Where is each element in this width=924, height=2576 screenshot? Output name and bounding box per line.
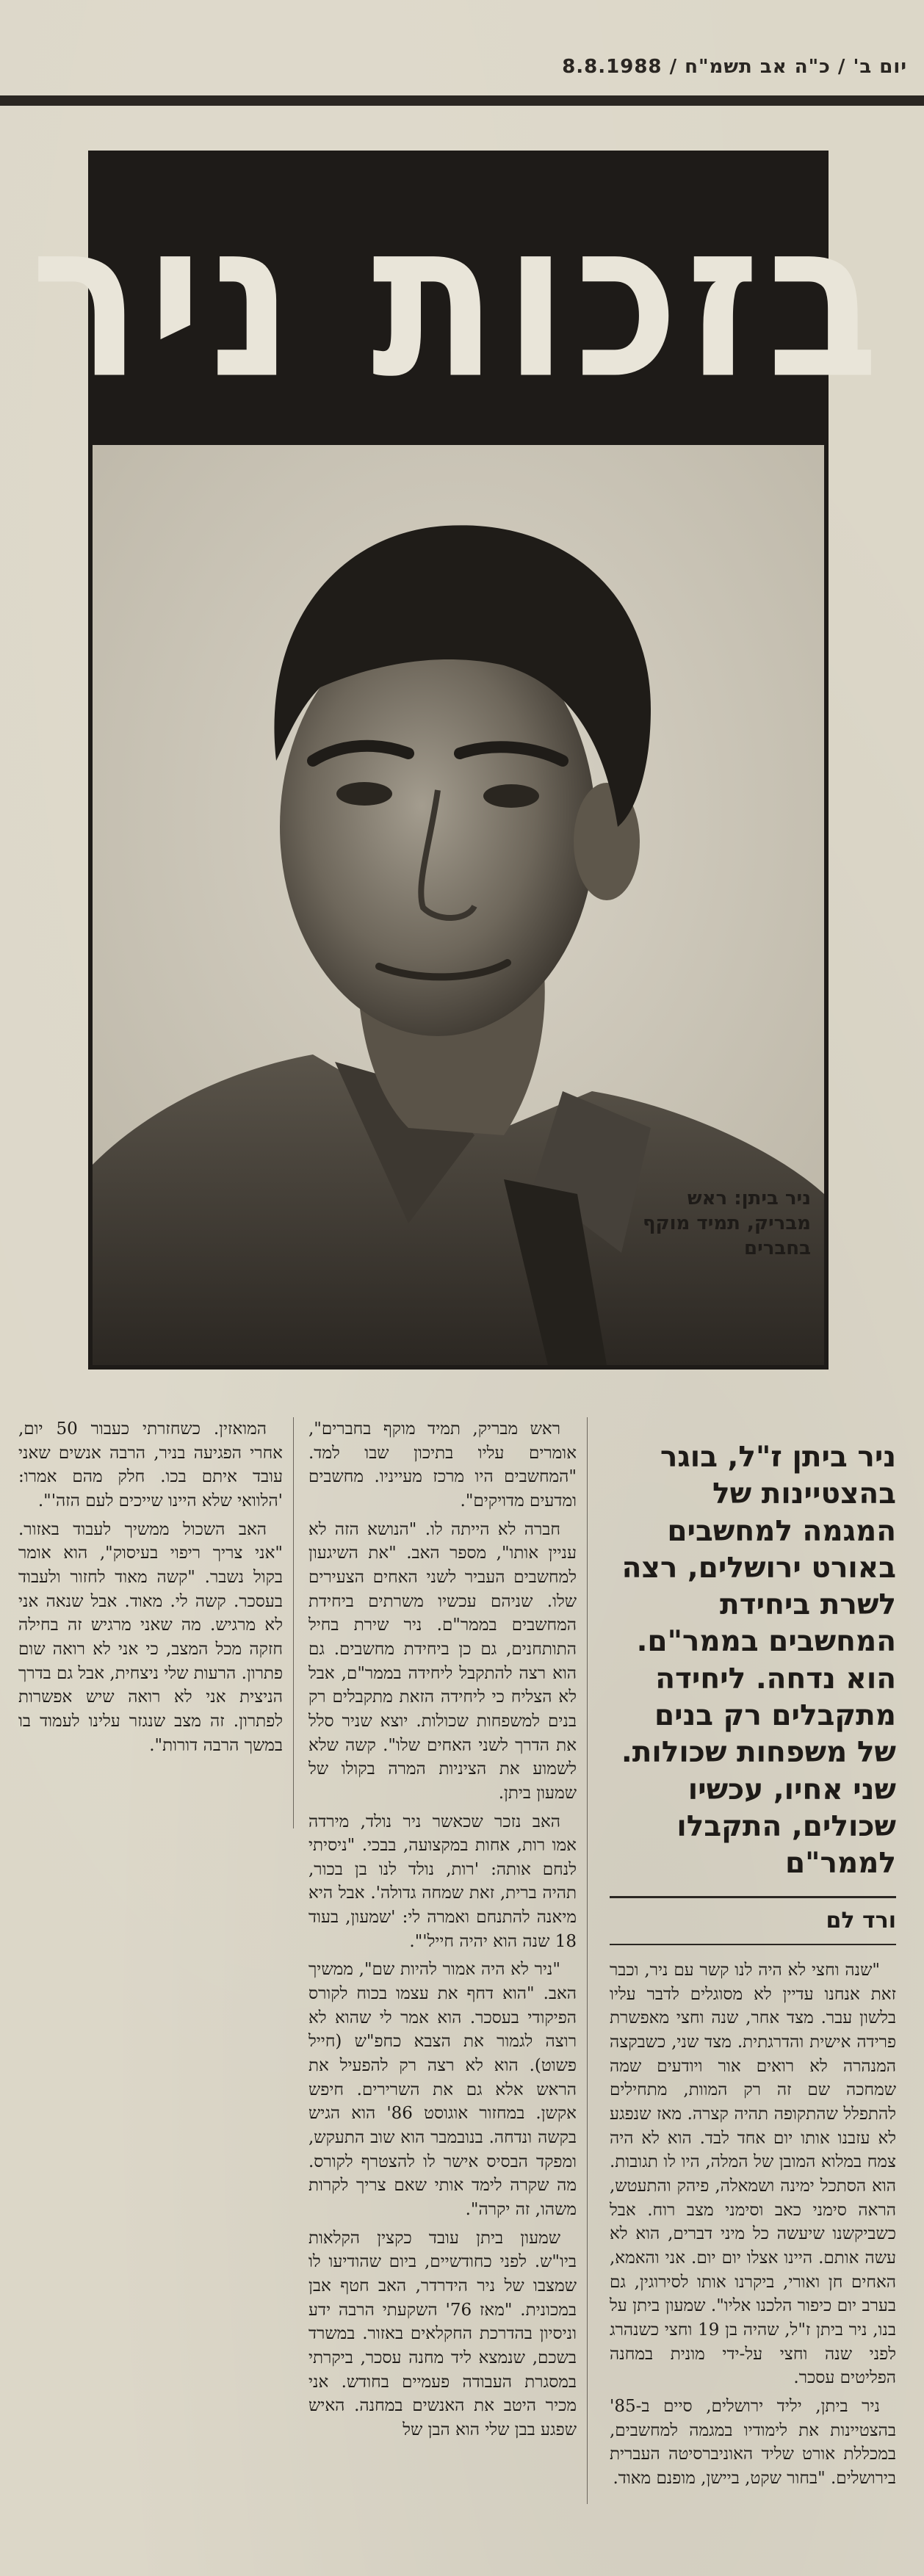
photo-frame <box>30 151 887 1370</box>
paragraph: ניר ביתן, יליד ירושלים, סיים ב-85' בהצטיינות את לימודיו במגמה למחשבים, במכללת אורט שליד האוניברסיטה העברית בירושלים. "בחור שקט, ביישן, מופנם מאוד. <box>610 2396 896 2488</box>
article-columns <box>18 1417 896 2548</box>
column-right <box>610 1417 896 2495</box>
byline: ורד לם <box>826 1907 896 1933</box>
column-middle <box>308 1417 588 2504</box>
paragraph: חברה לא הייתה לו. "הנושא הזה לא עניין אותו", מספר האב. "את השיגעון למחשבים העביר לשני האחים הצעירים שלו. שניהם עכשיו משרתים ביחידת המחשבים בממר"ם. ניר שירת בחיל התותחנים, גם כן ביחידת מחשבים. גם הוא רצה להתקבל ליחידה בממר"ם, אבל לא הצליח כי ליחידה הזאת מתקבלים רק בנים למשפחות שכולות. יוצא שניר סלל את הדרך לשני האחים שלו". קשה שלא לשמוע את הציניות המרה בקולו של שמעון ביתן. <box>308 1519 577 1803</box>
headline-band <box>30 155 887 445</box>
byline-rule <box>610 1944 896 1945</box>
paragraph: שמעון ביתן עובד כקצין הקלאות ביו"ש. לפני כחודשיים, ביום שהודיעו לו שמצבו של ניר הידרדר, האב חטף אבן במכונית. "מאז 76' השקעתי הרבה ידע וניסיון בהדרכת החקלאים באזור. במשרד בשכם, שנמצא ליד מחנה עסכר, ביקרתי במסגרת העבודה פעמיים בחודש. אני מכיר היטב את האנשים במחנה. האיש שפגע בבן שלי הוא הבן של <box>308 2228 577 2439</box>
paragraph: האב נזכר שכאשר ניר נולד, מירדה אמו רות, אחות במקצועה, בבכי. "ניסיתי לנחם אותה: 'רות, נולד לנו בן בכור, תהיה ברית, זאת שמחה גדולה'. אבל היא מיאנה להתנחם ואמרה לי: 'שמעון, בעוד 18 שנה הוא יהיה חייל'". <box>308 1812 577 1951</box>
paragraph: "שנה וחצי לא היה לנו קשר עם ניר, וכבר זאת אנחנו עדיין לא מסוגלים לדבר עליו בלשון עבר. מצד אחר, שנה וחצי מאפשרת פרידה אישית והדרגתית. מצד שני, כשבקצה המנהרה לא רואים אור ויודעים שמה שמחכה שם זה רק המוות, מתחילים להתפלל שהתקופה תהיה קצרה. מאז שנפגע לא עזבנו אותו יום אחד לבד. הוא לא היה צמח במלוא המובן של המלה, היו לו תגובות. הוא הסתכל ימינה ושמאלה, פיהק והתעטש, הראה סימני כאב וסימני מצב רוח. אבל כשביקשנו שיעשה כל מיני דברים, הוא לא עשה אותם. היינו אצלו יום יום. אני והאמא, האחים חן ואורי, ביקרנו אותו לסירוגין, גם בערב יום כיפור הלכנו אליו". שמעון ביתן על בנו, ניר ביתן ז"ל, שהיה בן 19 וחצי כשנהרג לפני שנה וחצי על-ידי מונית במחנה הפליטים עסכר. <box>610 1961 896 2388</box>
paragraph: "ניר לא היה אמור להיות שם", ממשיך האב. "הוא דחף את עצמו בכוח לקורס הפיקודי בעסכר. הוא אמר לי שהוא לא רוצה לגמור את הצבא כחפ"ש (חייל פשוט). הוא לא רצה רק להפעיל את הראש אלא גם את השרירים. חיפש אקשן. במחזור אוגוסט 86' הוא הגיש בקשה ונדחה. בנובמבר הוא שוב התעקש, ומפקד הבסיס אישר לו להצטרף לקורס. מה שקרה לימד אותי שאם צריך לקרות משהו, זה יקרה". <box>308 1960 577 2219</box>
page-header <box>44 43 907 87</box>
header-rule <box>0 95 924 106</box>
portrait-photo <box>93 445 824 1365</box>
deck-rule <box>610 1896 896 1898</box>
paragraph: המואזין. כשחזרתי כעבור 50 יום, אחרי הפגיעה בניר, הרבה אנשים שאני עובד איתם בכו. חלק מהם אמרו: 'הלוואי שלא היינו שייכים לעם הזה'". <box>18 1419 283 1510</box>
photo-caption: ניר ביתן: ראש מבריק, תמיד מוקף בחברים <box>642 1187 811 1259</box>
column-left <box>18 1417 294 1828</box>
headline: בזכות ניר <box>30 173 887 426</box>
paragraph: ראש מבריק, תמיד מוקף בחברים", אומרים עליו בתיכון שבו למד. "המחשבים היו מרכז מעייניו. מחשבים ומדעים מדויקים". <box>308 1419 577 1510</box>
article-deck: ניר ביתן ז"ל, בוגר בהצטיינות של המגמה למחשבים באורט ירושלים, רצה לשרת ביחידת המחשבים בממר"ם. הוא נדחה. ליחידה מתקבלים רק בנים של משפחות שכולות. שני אחיו, עכשיו שכולים, התקבלו לממר"ם <box>621 1441 896 1881</box>
paragraph: האב השכול ממשיך לעבוד באזור. "אני צריך ריפוי בעיסוק", הוא אומר בקול נשבר. "קשה מאוד לחזור ולעבוד בעסכר. קשה לי. מאוד. אבל שנאה אני לא מרגיש. מה שאני מרגיש זה בחילה חזקה מכל המצב, כי אני לא רואה שום פתרון. הרעות שלי ניצחית, אבל גם בדרך הניצית אני לא רואה שיש אפשרות לפתרון. זה מצב שנגזר עלינו לעמוד בו במשך הרבה דורות". <box>18 1519 283 1755</box>
dateline: יום ב' / כ"ה אב תשמ"ח / 8.8.1988 <box>562 56 907 78</box>
